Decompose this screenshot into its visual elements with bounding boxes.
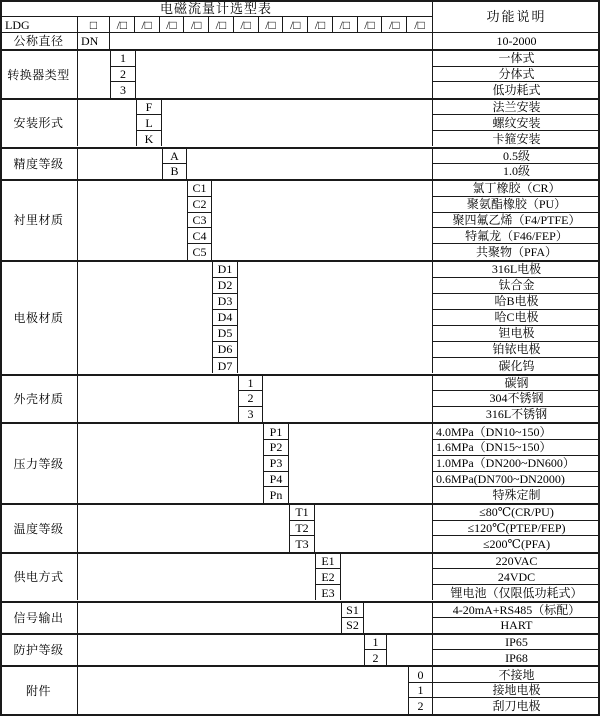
option-description-cell: 哈C电极 [432,310,600,326]
option-description-cell: ≤120℃(PTEP/FEP) [432,521,600,537]
option-code-cell: 3 [238,407,263,423]
option-description-cell: 4-20mA+RS485（标配） [432,603,600,618]
option-description-cell: 法兰安装 [432,100,600,116]
option-description-cell: 一体式 [432,51,600,67]
option-code-cell: D4 [212,310,238,326]
option-description-cell: 聚氨酯橡胶（PU） [432,197,600,213]
option-group [0,374,600,423]
spacer-cell [110,33,432,49]
category-label: 防护等级 [0,635,78,665]
option-code-cell: E3 [315,585,341,601]
option-description-cell: 特殊定制 [432,487,600,503]
option-description-cell: 1.6MPa（DN15~150） [432,440,600,456]
option-description-cell: ≤200℃(PFA) [432,536,600,552]
spacer-cell [78,505,289,552]
spacer-cell [78,554,315,601]
function-description-header: 功能说明 [432,0,600,33]
model-code-slot: /□ [259,17,284,33]
option-description-cell: 220VAC [432,554,600,570]
option-code-cell: 1 [110,51,136,67]
category-label: 外壳材质 [0,376,78,423]
option-description-cell: IP65 [432,635,600,650]
option-code-cell: 1 [238,376,263,392]
category-label: 公称直径 [0,33,78,49]
option-code-cell: P1 [263,424,289,440]
option-description-cell: 0.6MPa(DN700~DN2000) [432,472,600,488]
spacer-cell [78,262,212,374]
option-code-cell: 3 [110,82,136,98]
spacer-cell [364,603,432,633]
model-code-slot: /□ [283,17,308,33]
option-group [0,49,600,98]
model-code-box: □ [78,17,110,33]
spacer-cell [162,100,432,147]
option-group [0,33,600,49]
spacer-cell [315,505,432,552]
option-code-cell: F [136,100,162,116]
spacer-cell [78,635,364,665]
option-description-cell: 0.5级 [432,149,600,164]
option-description-cell: 分体式 [432,67,600,83]
option-code-cell: 2 [238,391,263,407]
option-code-cell: 1 [364,635,387,650]
model-code-slot: /□ [234,17,259,33]
option-code-cell: D2 [212,278,238,294]
model-code-slot: /□ [333,17,358,33]
option-description-cell: 螺纹安装 [432,115,600,131]
model-code-slot: /□ [135,17,160,33]
spacer-cell [263,376,432,423]
option-description-cell: 4.0MPa（DN10~150） [432,424,600,440]
spacer-cell [238,262,432,374]
spacer-cell [78,603,341,633]
option-code-cell: D6 [212,342,238,358]
option-description-cell: 24VDC [432,569,600,585]
option-description-cell: 哈B电极 [432,294,600,310]
option-group [0,503,600,552]
option-description-cell: 304不锈钢 [432,391,600,407]
option-group [0,665,600,714]
option-description-cell: 316L电极 [432,262,600,278]
option-code-cell: 0 [408,667,432,683]
option-description-cell: 1.0MPa（DN200~DN600） [432,456,600,472]
option-code-cell: L [136,115,162,131]
option-description-cell: 低功耗式 [432,82,600,98]
option-code-cell: 1 [408,683,432,699]
spacer-cell [341,554,432,601]
spacer-cell [78,51,110,98]
option-code-cell: A [162,149,187,164]
option-description-cell: 1.0级 [432,164,600,179]
option-description-cell: 碳钢 [432,376,600,392]
category-label: 电极材质 [0,262,78,374]
model-code-slot: /□ [209,17,234,33]
spacer-cell [78,376,238,423]
category-label: 供电方式 [0,554,78,601]
spacer-cell [289,424,432,503]
option-code-cell: T3 [289,536,315,552]
option-description-cell: HART [432,618,600,633]
option-description-cell: 316L不锈钢 [432,407,600,423]
option-description-cell: 共聚物（PFA） [432,244,600,260]
spacer-cell [78,100,136,147]
option-description-cell: 铂铱电极 [432,342,600,358]
category-label: 精度等级 [0,149,78,179]
category-label: 信号输出 [0,603,78,633]
option-code-cell: T1 [289,505,315,521]
option-code-cell: E2 [315,569,341,585]
option-description-cell: 锂电池（仅限低功耗式） [432,585,600,601]
category-label: 压力等级 [0,424,78,503]
option-code-cell: P3 [263,456,289,472]
option-code-cell: D3 [212,294,238,310]
option-group [0,260,600,374]
option-code-cell: C1 [187,181,212,197]
spacer-cell [187,149,432,179]
table-title: 电磁流量计选型表 [0,0,432,17]
model-code-slot: /□ [358,17,383,33]
option-description-cell: 氯丁橡胶（CR） [432,181,600,197]
category-label: 安装形式 [0,100,78,147]
option-group [0,147,600,179]
spacer-cell [78,667,408,714]
option-code-cell: 2 [408,698,432,714]
spacer-cell [78,149,162,179]
option-code-cell: C3 [187,213,212,229]
option-code-cell: D7 [212,358,238,374]
model-code-slot: /□ [407,17,432,33]
category-label: 转换器类型 [0,51,78,98]
option-description-cell: 不接地 [432,667,600,683]
option-description-cell: IP68 [432,650,600,665]
option-code-cell: C5 [187,244,212,260]
model-code-slot: /□ [110,17,135,33]
option-group [0,422,600,503]
option-group [0,633,600,665]
option-description-cell: 碳化钨 [432,358,600,374]
spacer-cell [136,51,432,98]
option-group [0,98,600,147]
option-group [0,179,600,260]
spacer-cell [78,181,187,260]
option-code-cell: E1 [315,554,341,570]
option-code-cell: T2 [289,521,315,537]
option-description-cell: 聚四氟乙烯（F4/PTFE） [432,213,600,229]
spacer-cell [387,635,432,665]
option-description-cell: 钛合金 [432,278,600,294]
option-code-cell: K [136,131,162,147]
option-code-cell: D5 [212,326,238,342]
option-description-cell: 10-2000 [432,33,600,49]
option-group [0,601,600,633]
option-code-cell: P4 [263,472,289,488]
option-description-cell: 卡箍安装 [432,131,600,147]
option-code-cell: B [162,164,187,179]
category-label: 衬里材质 [0,181,78,260]
model-code-slot: /□ [308,17,333,33]
model-code-slot: /□ [160,17,185,33]
option-code-cell: Pn [263,487,289,503]
option-code-cell: S1 [341,603,364,618]
option-description-cell: 钽电极 [432,326,600,342]
option-code-cell: 2 [110,67,136,83]
option-description-cell: ≤80℃(CR/PU) [432,505,600,521]
option-description-cell: 刮刀电极 [432,698,600,714]
option-code-cell: D1 [212,262,238,278]
spacer-cell [212,181,432,260]
option-code-cell: S2 [341,618,364,633]
model-code-slot: /□ [184,17,209,33]
option-code-cell: 2 [364,650,387,665]
option-code-cell: C4 [187,228,212,244]
model-code-slot: /□ [382,17,407,33]
spacer-cell [78,424,263,503]
option-description-cell: 特氟龙（F46/FEP） [432,228,600,244]
option-code-cell: C2 [187,197,212,213]
option-code-cell: P2 [263,440,289,456]
model-code-prefix: LDG [0,17,78,33]
option-group [0,552,600,601]
option-code-cell: DN [78,33,110,49]
option-description-cell: 接地电极 [432,683,600,699]
category-label: 附件 [0,667,78,714]
category-label: 温度等级 [0,505,78,552]
